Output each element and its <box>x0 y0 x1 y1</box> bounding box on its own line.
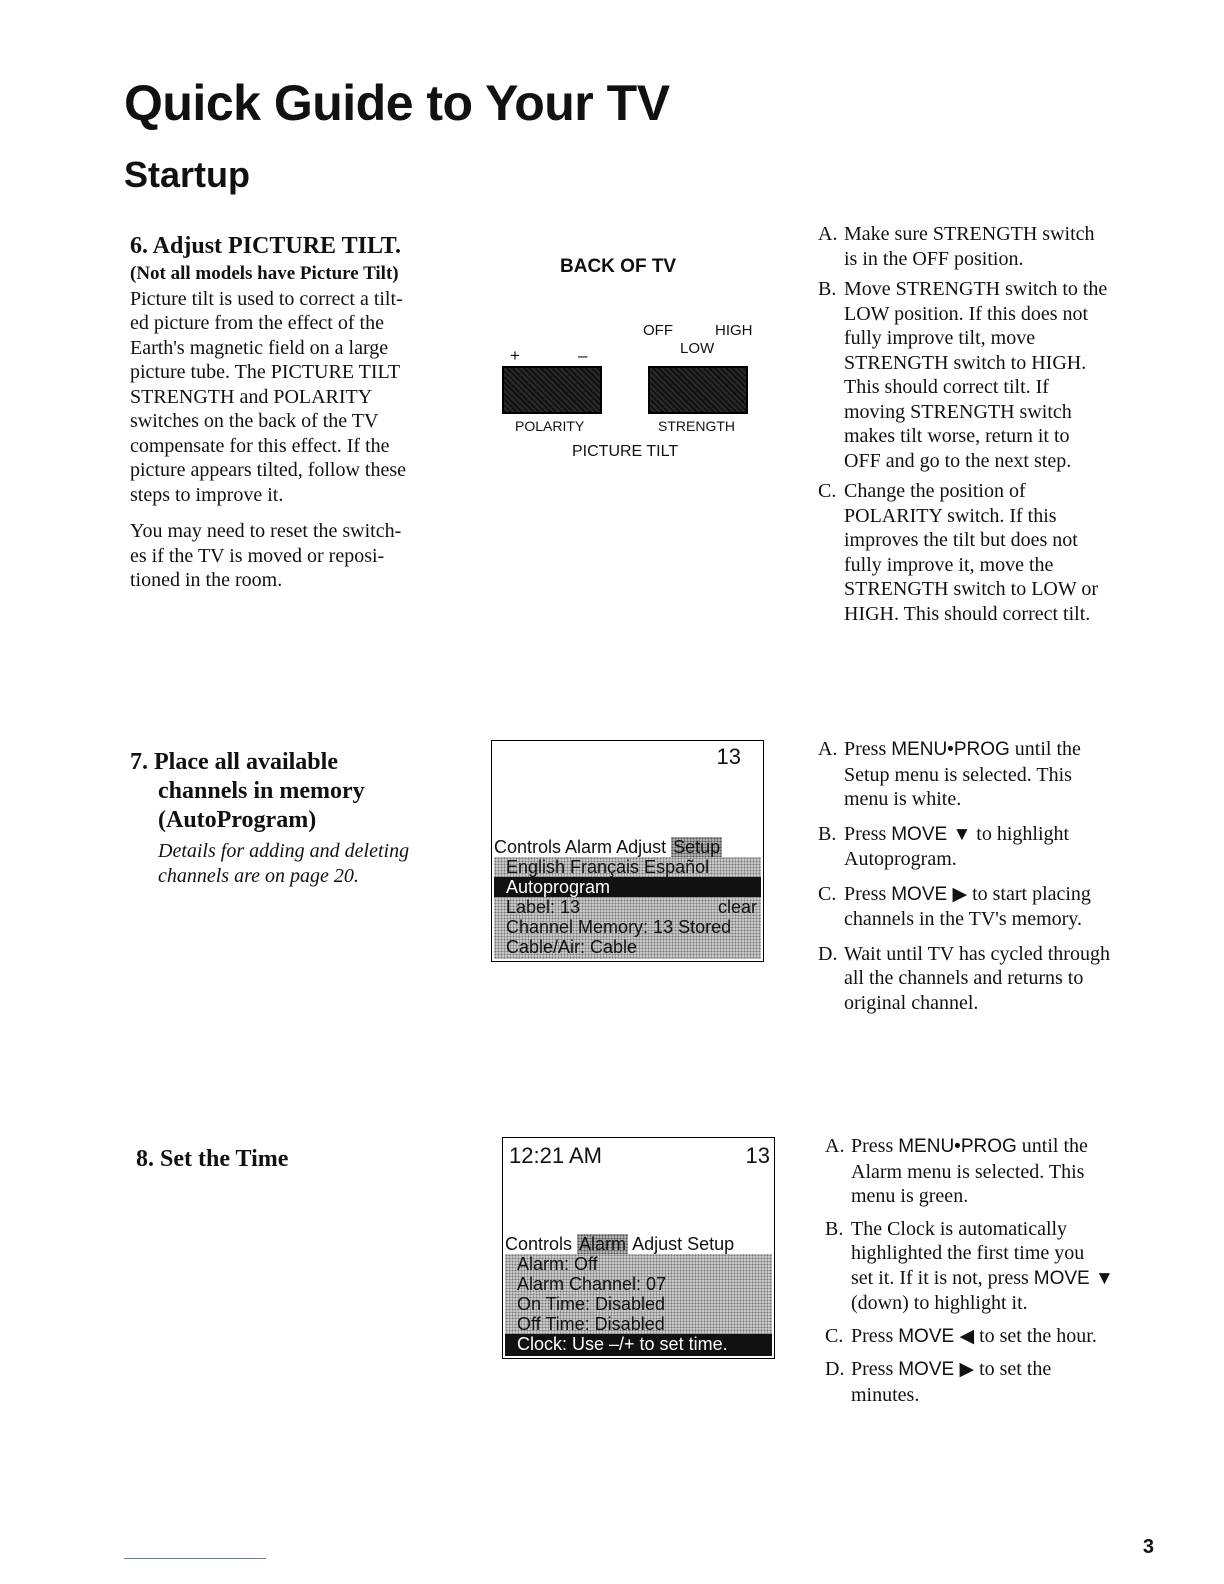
text-line: Picture tilt is used to correct a tilt- <box>130 287 403 310</box>
step7-item-d <box>818 942 1158 1016</box>
off-time-option[interactable]: Off Time: Disabled <box>517 1314 665 1334</box>
autoprogram-option[interactable]: Autoprogram <box>494 877 761 897</box>
plus-label: + <box>510 346 520 365</box>
text-part: Press <box>851 1324 899 1347</box>
text-line: LOW position. If this does not <box>844 302 1089 325</box>
text-line: compensate for this effect. If the <box>130 434 390 457</box>
text-line <box>851 1266 1165 1292</box>
text-line: minutes. <box>851 1383 920 1406</box>
text-line: HIGH. This should correct tilt. <box>844 602 1091 625</box>
menu-panel <box>494 857 761 959</box>
text-line: Autoprogram. <box>844 848 957 870</box>
text-line <box>851 1357 1165 1383</box>
text-line: moving STRENGTH switch <box>844 400 1072 423</box>
text-part: to start placing <box>967 882 1091 905</box>
text-line <box>844 737 1158 763</box>
text-line: Make sure STRENGTH switch <box>844 223 1095 245</box>
minus-label: – <box>578 346 588 365</box>
text-line: You may need to reset the switch- <box>130 520 402 542</box>
footer-rule <box>124 1558 266 1559</box>
text-line: menu is white. <box>844 788 962 810</box>
item-letter: D. <box>825 1358 845 1380</box>
item-letter: C. <box>818 882 837 905</box>
text-line: is in the OFF position. <box>844 247 1024 270</box>
label-option[interactable]: Label: 13 <box>506 897 581 917</box>
text-line: improves the tilt but does not <box>844 529 1078 551</box>
text-line: fully improve it, move the <box>844 553 1054 576</box>
text-line <box>851 1134 1165 1160</box>
text-line: POLARITY switch. If this <box>844 504 1057 527</box>
polarity-switch[interactable] <box>502 366 602 414</box>
menu-panel <box>505 1254 772 1356</box>
text-line: original channel. <box>844 991 979 1014</box>
key-name: MOVE ▶ <box>891 883 968 905</box>
menu-tab-alarm[interactable]: Alarm <box>565 837 613 857</box>
text-line <box>851 1324 1165 1350</box>
text-line: Alarm menu is selected. This <box>851 1160 1085 1183</box>
strength-switch[interactable] <box>648 366 748 414</box>
step7-item-c <box>818 882 1158 932</box>
label-clear[interactable]: clear <box>717 897 757 917</box>
text-part: Press <box>844 822 892 845</box>
heading-line: channels in memory <box>158 778 365 804</box>
language-option[interactable]: English Français Español <box>506 857 710 877</box>
item-letter: C. <box>818 480 837 502</box>
step8-instructions <box>825 1134 1165 1413</box>
step8-item-a <box>825 1134 1165 1209</box>
text-part: Press <box>851 1135 899 1157</box>
text-line: Wait until TV has cycled through <box>844 942 1110 965</box>
menu-bar <box>494 837 722 857</box>
text-part: Press <box>844 738 892 760</box>
text-line <box>844 882 1158 908</box>
step6-paragraph-1 <box>130 287 460 508</box>
text-part: until the <box>1016 1135 1088 1157</box>
text-line: switches on the back of the TV <box>130 410 379 432</box>
item-letter: A. <box>818 738 838 760</box>
item-letter: A. <box>818 223 838 245</box>
step8-item-c <box>825 1324 1165 1350</box>
text-line: picture tube. The PICTURE TILT <box>130 361 401 383</box>
high-label: HIGH <box>715 322 753 339</box>
step6-left-column <box>130 232 460 593</box>
off-label: OFF <box>643 322 673 339</box>
step6-item-c <box>818 479 1158 626</box>
channel-memory-option[interactable]: Channel Memory: 13 Stored <box>506 917 732 937</box>
menu-tab-setup[interactable]: Setup <box>673 837 721 857</box>
text-line: Earth's magnetic field on a large <box>130 336 389 359</box>
text-line: The Clock is automatically <box>851 1217 1068 1240</box>
cable-air-option[interactable]: Cable/Air: Cable <box>506 937 638 957</box>
text-line: picture appears tilted, follow these <box>130 459 407 481</box>
item-letter: B. <box>818 278 837 300</box>
text-part: to set the <box>974 1358 1052 1380</box>
step8-item-d <box>825 1357 1165 1407</box>
menu-tab-adjust[interactable]: Adjust <box>616 837 667 857</box>
text-line: makes tilt worse, return it to <box>844 425 1070 447</box>
step6-heading: 6. Adjust PICTURE TILT. <box>130 233 401 259</box>
polarity-label: POLARITY <box>515 418 585 434</box>
item-letter: B. <box>825 1217 844 1240</box>
text-line <box>844 822 1158 848</box>
text-line: Move STRENGTH switch to the <box>844 278 1108 300</box>
text-line: channels in the TV's memory. <box>844 908 1082 930</box>
step6-instructions <box>818 222 1158 632</box>
text-part: to set the hour. <box>974 1324 1097 1347</box>
text-part: until the <box>1009 738 1081 760</box>
setup-menu-screen <box>491 740 764 962</box>
alarm-menu-screen <box>502 1137 775 1359</box>
heading-line: 7. Place all available <box>130 749 338 775</box>
text-line: Change the position of <box>844 480 1026 502</box>
menu-tab-controls[interactable]: Controls <box>505 1234 573 1254</box>
item-letter: B. <box>818 822 837 845</box>
text-line: (down) to highlight it. <box>851 1292 1028 1314</box>
heading-line: (AutoProgram) <box>158 807 317 833</box>
key-name: MOVE ▼ <box>891 823 972 845</box>
text-line: STRENGTH switch to HIGH. <box>844 351 1087 374</box>
text-line: channels are on page 20. <box>158 864 359 887</box>
text-line: This should correct tilt. If <box>844 376 1049 398</box>
key-name: MENU•PROG <box>898 1136 1017 1157</box>
text-part: Press <box>851 1358 899 1380</box>
text-line: es if the TV is moved or reposi- <box>130 544 385 567</box>
step7-item-a <box>818 737 1158 812</box>
item-letter: C. <box>825 1324 844 1347</box>
on-time-option[interactable]: On Time: Disabled <box>517 1294 666 1314</box>
text-line: ed picture from the effect of the <box>130 312 384 334</box>
text-line: OFF and go to the next step. <box>844 449 1072 472</box>
item-letter: D. <box>818 942 838 965</box>
channel-number: 13 <box>716 744 741 769</box>
clock-time: 12:21 AM <box>509 1143 602 1168</box>
step7-item-b <box>818 822 1158 872</box>
menu-bar <box>505 1234 734 1254</box>
picture-tilt-caption: PICTURE TILT <box>572 443 679 460</box>
step6-paragraph-2 <box>130 519 460 593</box>
text-line: Details for adding and deleting <box>158 840 410 862</box>
back-of-tv-diagram <box>490 250 780 480</box>
text-line: STRENGTH and POLARITY <box>130 385 373 408</box>
text-line: all the channels and returns to <box>844 967 1084 989</box>
step6-note: (Not all models have Picture Tilt) <box>130 263 399 284</box>
text-line: fully improve tilt, move <box>844 327 1036 349</box>
text-line: Setup menu is selected. This <box>844 763 1072 786</box>
step6-item-b <box>818 277 1158 473</box>
menu-tab-setup[interactable]: Setup <box>687 1234 735 1254</box>
alarm-option[interactable]: Alarm: Off <box>517 1254 598 1274</box>
text-line: steps to improve it. <box>130 483 284 506</box>
page-number: 3 <box>1142 1536 1154 1558</box>
step7-instructions <box>818 737 1158 1021</box>
text-line: STRENGTH switch to LOW or <box>844 578 1099 600</box>
text-part: set it. If it is not, press <box>851 1266 1034 1289</box>
menu-tab-alarm[interactable]: Alarm <box>579 1234 627 1254</box>
alarm-channel-option[interactable]: Alarm Channel: 07 <box>517 1274 667 1294</box>
channel-number: 13 <box>745 1143 770 1168</box>
strength-label: STRENGTH <box>658 418 735 434</box>
key-name: MOVE ◀ <box>898 1325 975 1347</box>
diagram-heading: BACK OF TV <box>560 256 677 277</box>
text-line: menu is green. <box>851 1185 969 1207</box>
step8-heading: 8. Set the Time <box>136 1146 289 1172</box>
section-title: Startup <box>124 154 250 195</box>
text-part: Press <box>844 882 892 905</box>
menu-tab-controls[interactable]: Controls <box>494 837 562 857</box>
step6-item-a <box>818 222 1158 271</box>
text-line: highlighted the first time you <box>851 1242 1085 1264</box>
text-part: to highlight <box>971 822 1070 845</box>
text-line: tioned in the room. <box>130 569 283 591</box>
page-title: Quick Guide to Your TV <box>124 75 670 131</box>
key-name: MENU•PROG <box>891 739 1010 760</box>
key-name: MOVE ▼ <box>1033 1267 1114 1289</box>
step7-detail <box>130 839 450 888</box>
menu-tab-adjust[interactable]: Adjust <box>632 1234 683 1254</box>
low-label: LOW <box>680 340 715 357</box>
step7-left-column <box>130 748 450 888</box>
clock-option[interactable]: Clock: Use –/+ to set time. <box>505 1334 772 1356</box>
step8-item-b <box>825 1217 1165 1316</box>
item-letter: A. <box>825 1135 845 1157</box>
step7-heading <box>130 748 450 835</box>
key-name: MOVE ▶ <box>898 1359 975 1380</box>
